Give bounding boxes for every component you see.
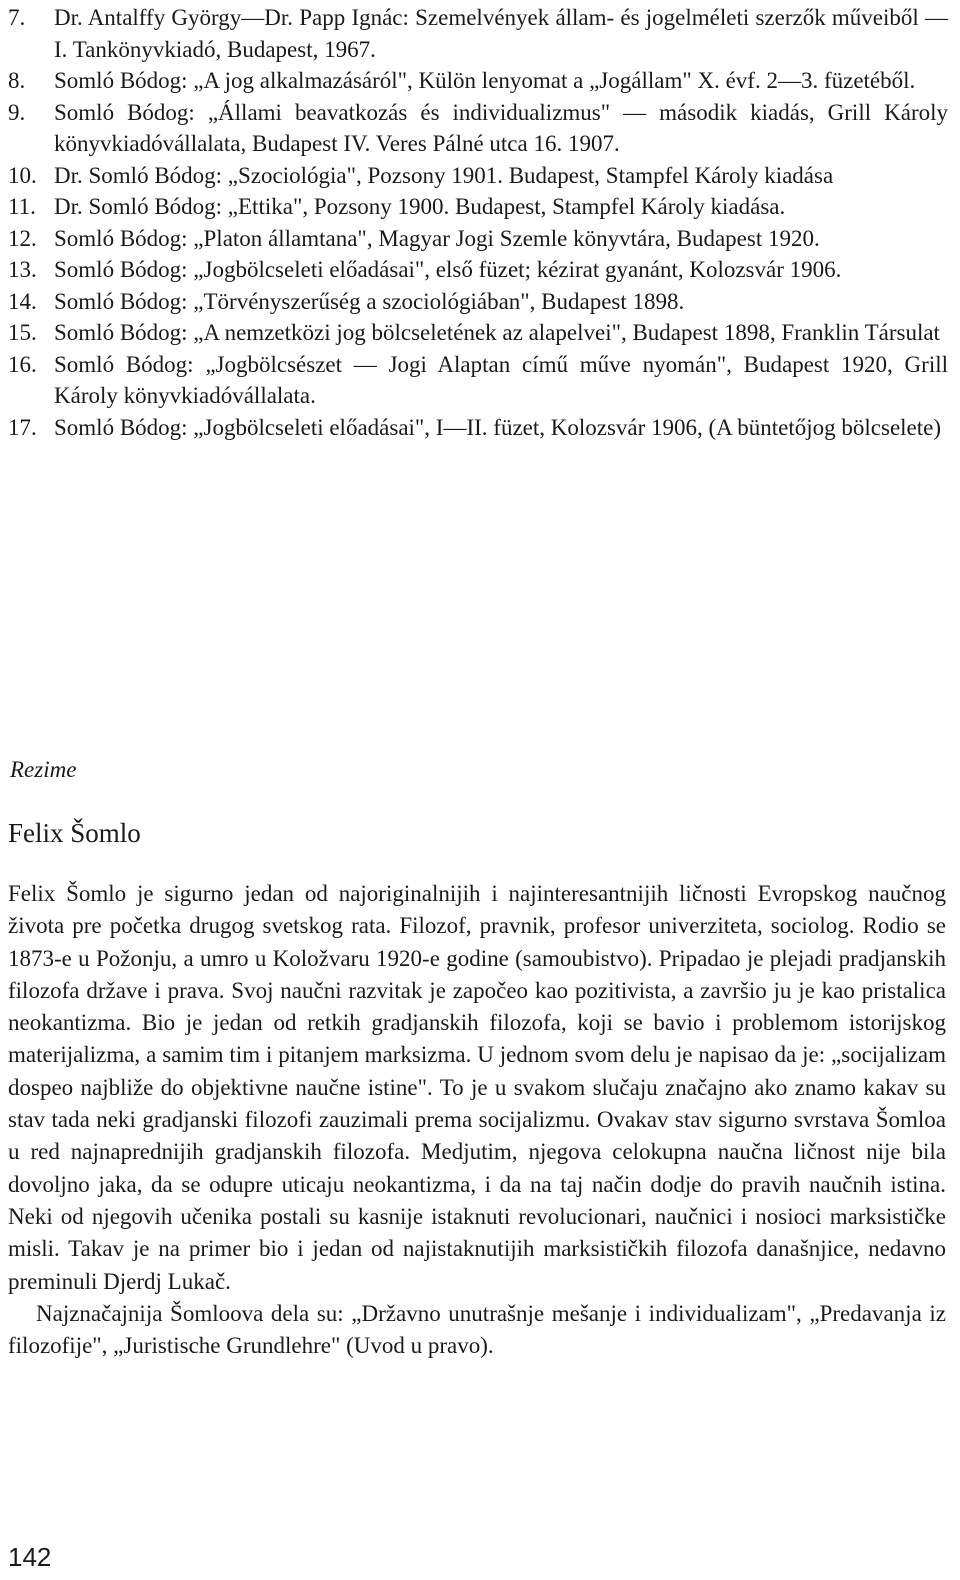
reference-item [8,2,948,65]
reference-text: Somló Bódog: „A nemzetközi jog bölcseletének az alapelvei", Budapest 1898, Franklin Társulat [54,320,940,345]
reference-text: Somló Bódog: „Jogbölcseleti előadásai", első füzet; kézirat gyanánt, Kolozsvár 1906. [54,257,842,282]
reference-item [8,317,948,349]
reference-list [8,2,948,443]
summary-paragraph: Najznačajnija Šomloova dela su: „Državno unutrašnje mešanje i individualizam", „Predavanja iz filozofije", „Juristische Grundlehre" (Uvod u pravo). [8,1300,946,1359]
reference-number: 11. [8,194,36,219]
reference-number: 13. [8,257,37,282]
summary-title: Felix Šomlo [8,818,141,848]
summary-label: Rezime [10,757,77,782]
reference-number: 12. [8,225,37,251]
reference-text: Somló Bódog: „Jogbölcsészet — Jogi Alaptan című műve nyomán", Budapest 1920, Grill Károly könyvkiadóvállalata. [54,351,948,408]
reference-number: 10. [8,162,37,188]
reference-text: Somló Bódog: „A jog alkalmazásáról", Külön lenyomat a „Jogállam" X. évf. 2—3. füzetéből. [54,68,916,93]
summary-body [8,878,946,1362]
reference-item [8,65,948,97]
reference-text: Dr. Antalffy György—Dr. Papp Ignác: Szemelvények állam- és jogelméleti szerzők műveiből — I. Tankönyvkiadó, Budapest, 1967. [54,5,948,62]
reference-number: 14. [8,288,37,314]
reference-text: Dr. Somló Bódog: „Ettika", Pozsony 1900. Budapest, Stampfel Károly kiadása. [54,194,786,219]
reference-text: Somló Bódog: „Törvényszerűség a szociológiában", Budapest 1898. [54,288,685,314]
reference-text: Somló Bódog: „Platon államtana", Magyar Jogi Szemle könyvtára, Budapest 1920. [54,225,820,251]
reference-item [8,97,948,160]
reference-item [8,254,948,286]
reference-item [8,286,948,318]
reference-text: Somló Bódog: „Jogbölcseleti előadásai", I—II. füzet, Kolozsvár 1906, (A büntetőjog bölcselete) [54,414,942,440]
reference-number: 9. [8,99,26,125]
reference-item [8,160,948,192]
page-number: 142 [8,1542,52,1572]
reference-item [8,349,948,412]
reference-text: Dr. Somló Bódog: „Szociológia", Pozsony 1901. Budapest, Stampfel Károly kiadása [54,162,834,188]
reference-item [8,191,948,223]
reference-number: 7. [8,5,26,30]
reference-text: Somló Bódog: „Állami beavatkozás és individualizmus" — második kiadás, Grill Károly könyvkiadóvállalata, Budapest IV. Veres Pálné utca 16. 1907. [54,99,948,156]
reference-item [8,223,948,255]
reference-number: 8. [8,68,26,93]
reference-number: 15. [8,320,37,345]
reference-item [8,412,948,444]
reference-number: 17. [8,414,37,440]
summary-paragraph: Felix Šomlo je sigurno jedan od najoriginalnijih i najinteresantnijih ličnosti Evropskog naučnog života pre početka drugog svetskog rata. Filozof, pravnik, profesor univerziteta, sociolog. Rodio se 1873-e u Požonju, a umro u Koložvaru 1920-e godine (samoubistvo). Pripadao je plejadi pradjanskih filozofa države i prava. Svoj naučni razvitak je započeo kao pozitivista, a završio ju je kao pristalica neokantizma. Bio je jedan od retkih gradjanskih filozofa, koji se bavio i problemom istorijskog materijalizma, a samim tim i pitanjem marksizma. U jednom svom delu je napisao da je: „socijalizam dospeo najbliže do objektivne naučne istine". To je u svakom slučaju značajno ako znamo kakav su stav tada neki gradjanski filozofi zauzimali prema socijalizmu. Ovakav stav sigurno svrstava Šomloa u red najnaprednijih gradjanskih filozofa. Medjutim, njegova celokupna naučna ličnost nije bila dovoljno jaka, da se odupre uticaju neokantizma, i da na taj način dodje do pravih naučnih istina. Neki od njegovih učenika postali su kasnije istaknuti revolucionari, naučnici i nosioci marksističke misli. Takav je na primer bio i jedan od najistaknutijih marksističkih filozofa današnjice, nedavno preminuli Djerdj Lukač. [8,881,946,1294]
reference-number: 16. [8,351,37,377]
